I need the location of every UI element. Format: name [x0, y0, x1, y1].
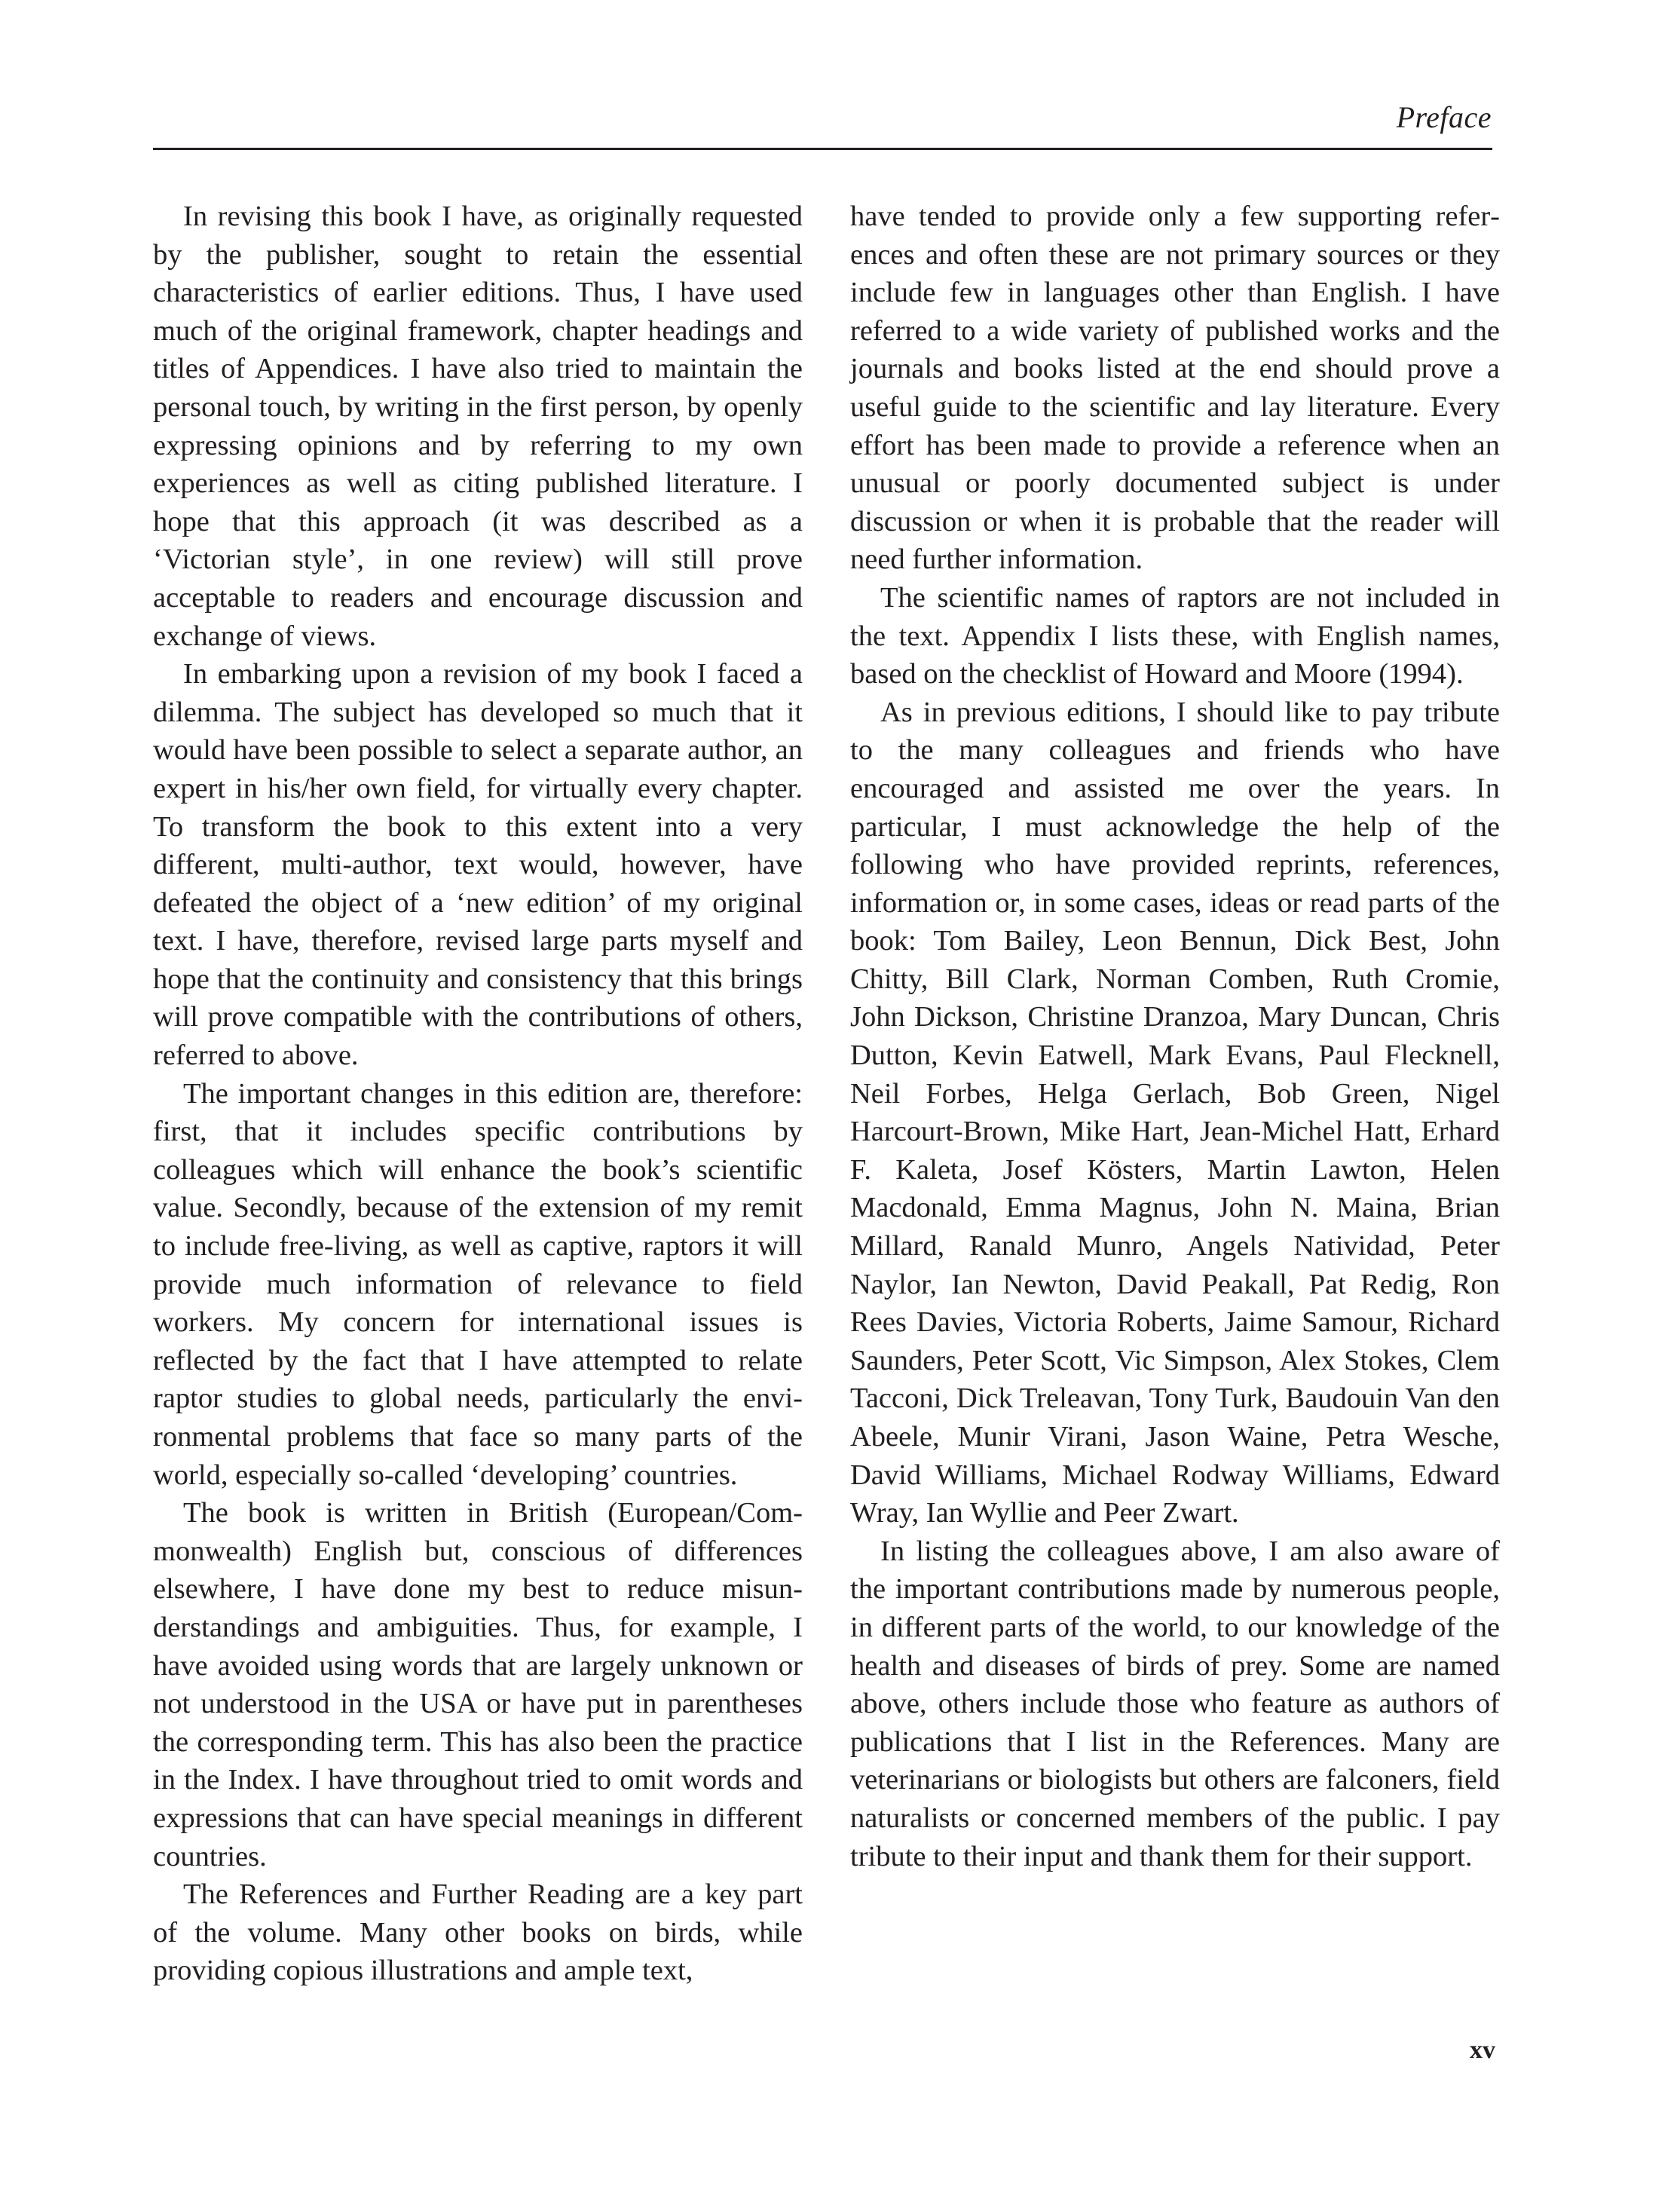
left-column: [153, 197, 803, 1990]
page-number: xv: [1470, 2036, 1495, 2064]
paragraph: The important changes in this edition are, therefore: first, that it includes specific contributions by colleagues which will enhance the book’s scientific value. Secondly, because of the extension of my remit to include free-living, as well as captive, raptors it will provide much information of relevance to field workers. My concern for international issues is reflected by the fact that I have attempted to relate raptor studies to global needs, particularly the environmental problems that face so many parts of the world, especially so-called ‘developing’ countries.: [153, 1077, 803, 1491]
paragraph: In revising this book I have, as originally requested by the publisher, sought to retain the essential characteristics of earlier editions. Thus, I have used much of the original framework, chapter headings and titles of Appendices. I have also tried to maintain the personal touch, by writing in the first person, by openly expressing opinions and by referring to my own experiences as well as citing published literature. I hope that this approach (it was described as a ‘Victorian style’, in one review) will still prove acceptable to readers and encourage discussion and exchange of views.: [153, 201, 803, 652]
paragraph-acknowledgements: As in previous editions, I should like to pay tribute to the many colleagues and friends who have encouraged and assisted me over the years. In particular, I must acknowledge the help of the following who have provided reprints, references, information or, in some cases, ideas or read parts of the book: Tom Bailey, Leon Bennun, Dick Best, John Chitty, Bill Clark, Norman Comben, Ruth Cromie, John Dickson, Christine Dranzoa, Mary Duncan, Chris Dutton, Kevin Eatwell, Mark Evans, Paul Flecknell, Neil Forbes, Helga Gerlach, Bob Green, Nigel Harcourt-Brown, Mike Hart, Jean-Michel Hatt, Erhard F. Kaleta, Josef Kösters, Martin Lawton, Helen Macdonald, Emma Magnus, John N. Maina, Brian Millard, Ranald Munro, Angels Natividad, Peter Naylor, Ian Newton, David Peakall, Pat Redig, Ron Rees Davies, Victoria Roberts, Jaime Samour, Richard Saunders, Peter Scott, Vic Simpson, Alex Stokes, Clem Tacconi, Dick Treleavan, Tony Turk, Baudouin Van den Abeele, Munir Virani, Jason Waine, Petra Wesche, David Williams, Michael Rodway Williams, Edward Wray, Ian Wyllie and Peer Zwart.: [850, 696, 1500, 1529]
paragraph: The book is written in British (European/Commonwealth) English but, conscious of differences elsewhere, I have done my best to reduce misunderstandings and ambiguities. Thus, for example, I have avoided using words that are largely unknown or not understood in the USA or have put in parentheses the corresponding term. This has also been the practice in the Index. I have throughout tried to omit words and expressions that can have special meanings in different countries.: [153, 1497, 803, 1872]
paragraph-continuation: have tended to provide only a few supporting references and often these are not primary sources or they include few in languages other than English. I have referred to a wide variety of published works and the journals and books listed at the end should prove a useful guide to the scientific and lay literature. Every effort has been made to provide a reference when an unusual or poorly documented subject is under discussion or when it is probable that the reader will need further information.: [850, 201, 1500, 576]
header-rule: [153, 148, 1492, 150]
paragraph: In listing the colleagues above, I am also aware of the important contributions made by numerous people, in different parts of the world, to our knowledge of the health and diseases of birds of prey. Some are named above, others include those who feature as authors of publications that I list in the References. Many are veterinarians or biologists but others are falconers, field naturalists or concerned members of the public. I pay tribute to their input and thank them for their support.: [850, 1535, 1500, 1872]
right-column: [850, 197, 1500, 1875]
paragraph: The References and Further Reading are a key part of the volume. Many other books on birds, while providing copious illustrations and ample text,: [153, 1878, 803, 1987]
paragraph: In embarking upon a revision of my book I faced a dilemma. The subject has developed so much that it would have been possible to select a separate author, an expert in his/her own field, for virtually every chapter. To transform the book to this extent into a very different, multi-author, text would, however, have defeated the object of a ‘new edition’ of my original text. I have, therefore, revised large parts myself and hope that the continuity and consistency that this brings will prove compatible with the contributions of others, referred to above.: [153, 658, 803, 1072]
paragraph: The scientific names of raptors are not included in the text. Appendix I lists these, with English names, based on the checklist of Howard and Moore (1994).: [850, 581, 1500, 690]
running-head: Preface: [1396, 100, 1492, 134]
